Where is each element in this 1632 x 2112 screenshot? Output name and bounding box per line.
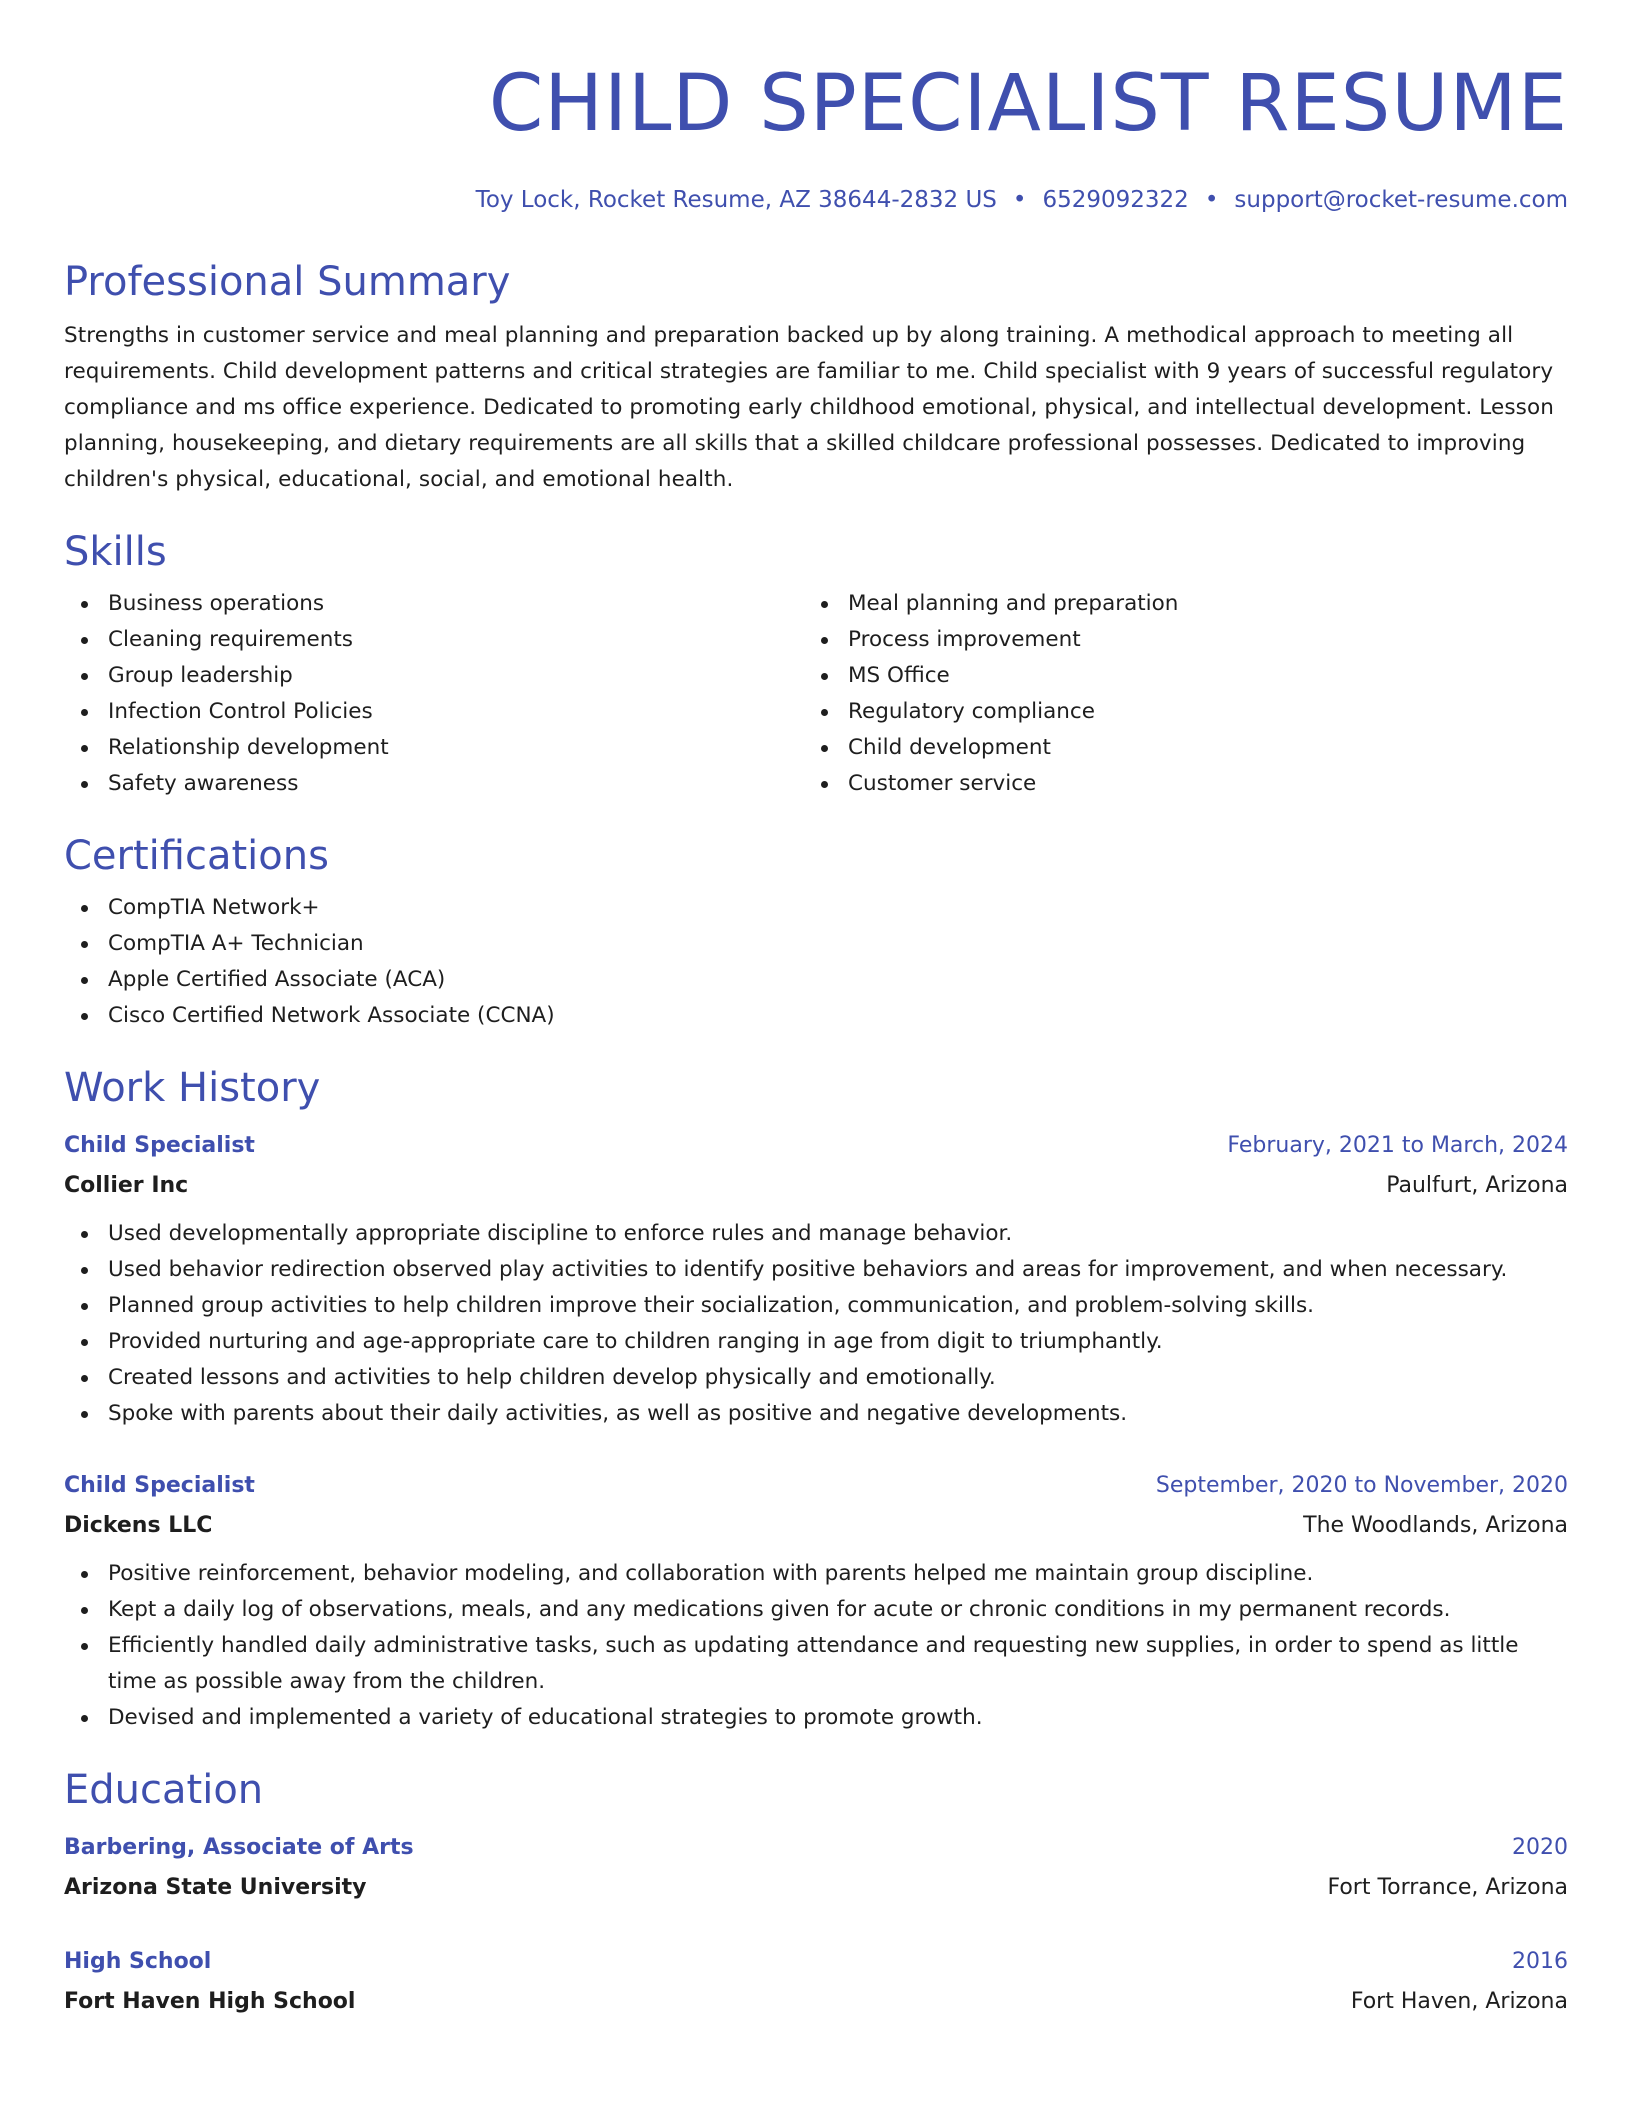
skills-section — [64, 526, 1568, 802]
certifications-section — [64, 830, 1568, 1034]
contact-separator: • — [1204, 187, 1219, 213]
work-history-section — [64, 1062, 1568, 1736]
job-entry — [64, 1466, 1568, 1736]
job-location: The Woodlands, Arizona — [1303, 1513, 1568, 1538]
job-company: Collier Inc — [64, 1173, 189, 1198]
job-duty: Positive reinforcement, behavior modeling, and collaboration with parents helped me maintain group discipline. — [64, 1556, 1568, 1592]
education-entry — [64, 1942, 1568, 2022]
education-degree: High School — [64, 1949, 212, 1974]
education-entry — [64, 1828, 1568, 1908]
education-header-row — [64, 1942, 1568, 1982]
job-duty: Kept a daily log of observations, meals, and any medications given for acute or chronic conditions in my permanent records. — [64, 1592, 1568, 1628]
education-school: Arizona State University — [64, 1875, 367, 1900]
contact-phone: 6529092322 — [1042, 187, 1189, 213]
job-duty: Planned group activities to help children improve their socialization, communication, and problem-solving skills. — [64, 1288, 1568, 1324]
job-dates: September, 2020 to November, 2020 — [1155, 1473, 1568, 1498]
education-school-row — [64, 1982, 1568, 2022]
job-title: Child Specialist — [64, 1133, 255, 1158]
job-duties-list — [64, 1556, 1568, 1736]
contact-separator: • — [1012, 187, 1027, 213]
section-title-certifications: Certifications — [64, 833, 329, 879]
skill-item: Child development — [804, 730, 1544, 766]
certification-item: Apple Certified Associate (ACA) — [64, 962, 1568, 998]
job-duty: Efficiently handled daily administrative tasks, such as updating attendance and requesting new supplies, in order to spend as little time as possible away from the children. — [64, 1628, 1568, 1700]
job-duty: Used developmentally appropriate discipline to enforce rules and manage behavior. — [64, 1216, 1568, 1252]
skill-item: Relationship development — [64, 730, 804, 766]
education-school-row — [64, 1868, 1568, 1908]
job-header-row — [64, 1126, 1568, 1166]
skill-item: Cleaning requirements — [64, 622, 804, 658]
skill-item: MS Office — [804, 658, 1544, 694]
contact-line — [64, 184, 1568, 216]
education-year: 2020 — [1512, 1835, 1568, 1860]
skills-list-right — [804, 586, 1544, 802]
job-title: Child Specialist — [64, 1473, 255, 1498]
job-location: Paulfurt, Arizona — [1386, 1173, 1568, 1198]
job-dates: February, 2021 to March, 2024 — [1227, 1133, 1568, 1158]
certification-item: CompTIA A+ Technician — [64, 926, 1568, 962]
skill-item: Regulatory compliance — [804, 694, 1544, 730]
job-org-row — [64, 1166, 1568, 1206]
job-duty: Devised and implemented a variety of educational strategies to promote growth. — [64, 1700, 1568, 1736]
skill-item: Infection Control Policies — [64, 694, 804, 730]
skill-item: Customer service — [804, 766, 1544, 802]
education-header-row — [64, 1828, 1568, 1868]
section-title-education: Education — [64, 1767, 264, 1813]
education-year: 2016 — [1512, 1949, 1568, 1974]
skill-item: Safety awareness — [64, 766, 804, 802]
skills-grid — [64, 586, 1568, 802]
section-title-skills: Skills — [64, 529, 167, 575]
skill-item: Meal planning and preparation — [804, 586, 1544, 622]
resume-header — [64, 54, 1568, 216]
contact-email[interactable]: support@rocket-resume.com — [1234, 187, 1568, 213]
job-duty: Spoke with parents about their daily activities, as well as positive and negative developments. — [64, 1396, 1568, 1432]
job-company: Dickens LLC — [64, 1513, 213, 1538]
section-title-summary: Professional Summary — [64, 259, 511, 305]
job-duties-list — [64, 1216, 1568, 1432]
certification-item: Cisco Certified Network Associate (CCNA) — [64, 998, 1568, 1034]
contact-address: Toy Lock, Rocket Resume, AZ 38644-2832 US — [475, 187, 997, 213]
certification-item: CompTIA Network+ — [64, 890, 1568, 926]
skills-list-left — [64, 586, 804, 802]
job-duty: Provided nurturing and age-appropriate care to children ranging in age from digit to triumphantly. — [64, 1324, 1568, 1360]
section-title-work-history: Work History — [64, 1065, 321, 1111]
job-duty: Created lessons and activities to help children develop physically and emotionally. — [64, 1360, 1568, 1396]
certifications-list — [64, 890, 1568, 1034]
resume-title: CHILD SPECIALIST RESUME — [488, 59, 1568, 149]
skill-item: Business operations — [64, 586, 804, 622]
education-school: Fort Haven High School — [64, 1989, 356, 2014]
job-header-row — [64, 1466, 1568, 1506]
education-section — [64, 1764, 1568, 2022]
job-org-row — [64, 1506, 1568, 1546]
skill-item: Process improvement — [804, 622, 1544, 658]
skill-item: Group leadership — [64, 658, 804, 694]
education-location: Fort Haven, Arizona — [1350, 1989, 1568, 2014]
job-duty: Used behavior redirection observed play activities to identify positive behaviors and areas for improvement, and when necessary. — [64, 1252, 1568, 1288]
education-degree: Barbering, Associate of Arts — [64, 1835, 414, 1860]
education-location: Fort Torrance, Arizona — [1327, 1875, 1568, 1900]
job-entry — [64, 1126, 1568, 1432]
summary-text: Strengths in customer service and meal planning and preparation backed up by along training. A methodical approach to meeting all requirements. Child development patterns and critical strategies are familiar to me. Child specialist with 9 years of successful regulatory compliance and ms office experience. Dedicated to promoting early childhood emotional, physical, and intellectual development. Lesson planning, housekeeping, and dietary requirements are all skills that a skilled childcare professional possesses. Dedicated to improving children's physical, educational, social, and emotional health. — [64, 323, 1554, 492]
summary-section — [64, 256, 1568, 498]
